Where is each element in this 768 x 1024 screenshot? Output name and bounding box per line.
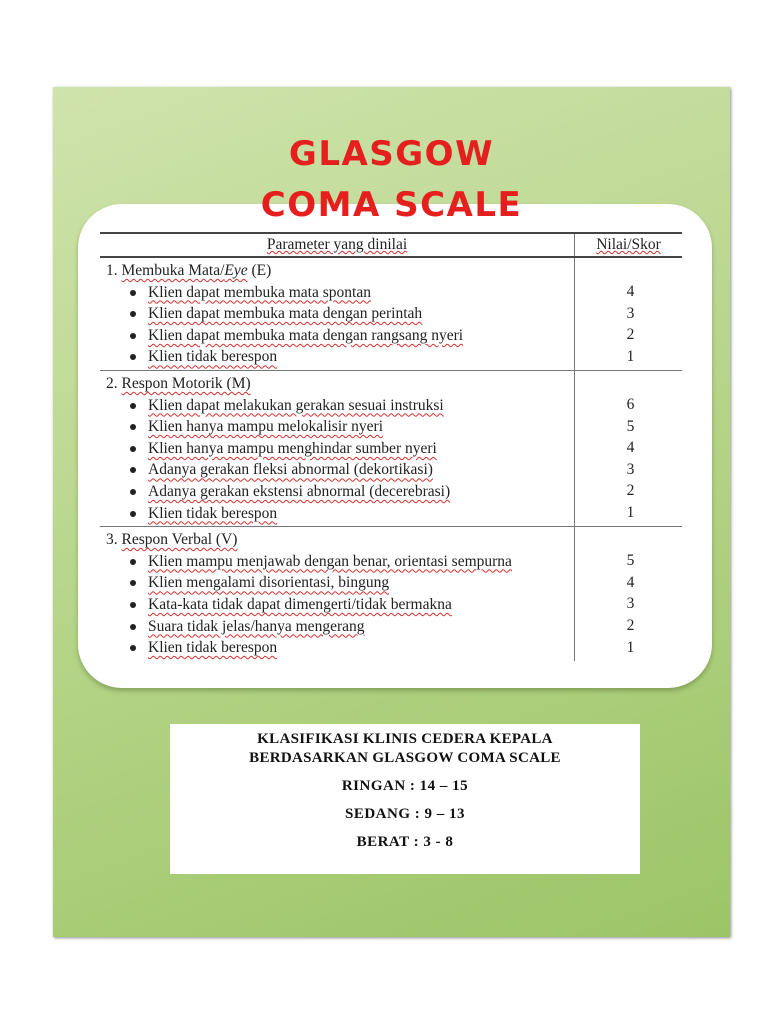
group-heading [106, 529, 572, 551]
list-item-text: Klien tidak berespon [148, 504, 278, 522]
group-scores [575, 370, 683, 526]
group-scores [575, 257, 683, 370]
group-parameters [100, 527, 575, 661]
classification-ringan: RINGAN : 14 – 15 [341, 778, 469, 794]
list-item [128, 481, 572, 503]
group-parameters [100, 370, 575, 526]
list-item-text: Klien tidak berespon [148, 639, 278, 657]
list-item-text: Klien dapat membuka mata dengan perintah [148, 305, 423, 323]
score-value: 4 [626, 283, 635, 300]
title-line-1: GLASGOW [288, 134, 495, 174]
list-item [128, 551, 572, 573]
list-item [128, 282, 572, 304]
score-value: 5 [626, 417, 635, 435]
list-item [128, 459, 572, 481]
classification-title-2: BERDASARKAN GLASGOW COMA SCALE [249, 750, 561, 766]
list-item-text: Adanya gerakan fleksi abnormal (dekortikasi) [148, 461, 433, 479]
group-number: 3. [106, 531, 118, 549]
table-header-row [100, 233, 682, 257]
group-label-text: Membuka Mata/ [121, 262, 225, 279]
list-item-text: Suara tidak jelas/hanya mengerang [148, 617, 365, 635]
group-label [122, 262, 248, 279]
score-value: 4 [626, 573, 635, 591]
group-item-list [106, 551, 572, 659]
list-item-text: Adanya gerakan ekstensi abnormal (decerebrasi) [148, 482, 451, 500]
group-label-text: Respon Verbal (V) [121, 531, 238, 549]
score-value: 6 [626, 395, 635, 413]
score-value: 2 [626, 616, 635, 634]
classification-berat: BERAT : 3 - 8 [356, 834, 454, 850]
classification-title-1: KLASIFIKASI KLINIS CEDERA KEPALA [257, 731, 553, 747]
classification-sedang: SEDANG : 9 – 13 [344, 806, 465, 822]
group-parameters [100, 257, 575, 370]
list-item [128, 346, 572, 368]
list-item-text: Kata-kata tidak dapat dimengerti/tidak bermakna [148, 595, 452, 613]
list-item-text: Klien dapat melakukan gerakan sesuai instruksi [148, 396, 444, 414]
title-line-2: COMA SCALE [260, 185, 523, 225]
gcs-table [100, 232, 682, 661]
list-item [128, 438, 572, 460]
group-item-list [106, 282, 572, 368]
list-item-text: Klien hanya mampu menghindar sumber nyeri [148, 439, 437, 457]
group-heading [106, 260, 572, 282]
cover-page [53, 87, 730, 937]
group-label [122, 375, 251, 392]
list-item [128, 416, 572, 438]
header-parameter: Parameter yang dinilai [100, 233, 575, 257]
group-label-suffix: (E) [247, 262, 272, 279]
group-item-list [106, 395, 572, 525]
score-value: 2 [626, 326, 635, 344]
group-scores [575, 527, 683, 661]
table-group-row [100, 257, 682, 370]
classification-box [170, 724, 640, 874]
score-value: 1 [626, 503, 635, 521]
table-group-row [100, 370, 682, 526]
header-score: Nilai/Skor [575, 233, 683, 257]
list-item-text: Klien mampu menjawab dengan benar, orientasi sempurna [148, 552, 512, 570]
score-value: 3 [626, 595, 635, 613]
table-group-row [100, 527, 682, 661]
list-item [128, 503, 572, 525]
group-heading [106, 373, 572, 395]
score-value: 2 [626, 482, 635, 500]
list-item [128, 616, 572, 638]
list-item-text: Klien hanya mampu melokalisir nyeri [148, 418, 384, 436]
group-label-text: Respon Motorik (M) [121, 374, 251, 392]
list-item [128, 594, 572, 616]
score-value: 5 [626, 552, 635, 570]
list-item [128, 325, 572, 347]
score-value: 1 [626, 638, 635, 656]
list-item-text: Klien tidak berespon [148, 348, 278, 366]
list-item-text: Klien dapat membuka mata dengan rangsang nyeri [148, 326, 464, 344]
score-value: 4 [626, 439, 635, 457]
score-value: 1 [626, 347, 635, 365]
list-item [128, 572, 572, 594]
group-label-italic: Eye [224, 262, 248, 279]
list-item [128, 303, 572, 325]
list-item-text: Klien mengalami disorientasi, bingung [148, 574, 390, 592]
group-number: 1. [106, 262, 118, 279]
group-label [122, 531, 238, 548]
group-number: 2. [106, 374, 118, 392]
table-body [100, 257, 682, 661]
list-item [128, 395, 572, 417]
score-value: 3 [626, 460, 635, 478]
list-item-text: Klien dapat membuka mata spontan [148, 283, 371, 301]
score-value: 3 [626, 304, 635, 322]
list-item [128, 637, 572, 659]
